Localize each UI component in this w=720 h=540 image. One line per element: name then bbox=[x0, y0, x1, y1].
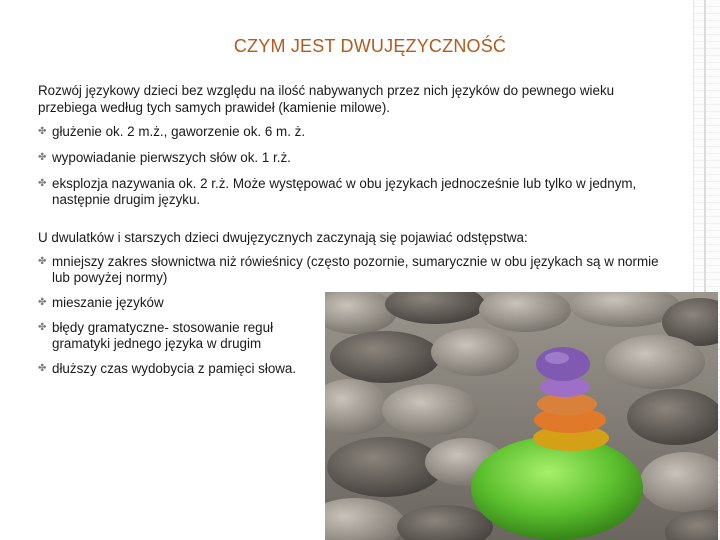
list-item bbox=[38, 254, 663, 286]
slide-title: CZYM JEST DWUJĘZYCZNOŚĆ bbox=[233, 36, 507, 56]
list-item bbox=[38, 320, 317, 352]
diamond-bullet-icon: ✤ bbox=[38, 178, 47, 189]
list-item bbox=[38, 124, 658, 140]
diamond-bullet-icon: ✤ bbox=[38, 322, 47, 333]
stacked-stones-photo bbox=[325, 292, 718, 540]
diamond-bullet-icon: ✤ bbox=[38, 297, 47, 308]
milestones-list bbox=[38, 124, 658, 218]
diamond-bullet-icon: ✤ bbox=[38, 152, 47, 163]
list-item-text: dłuższy czas wydobycia z pamięci słowa. bbox=[52, 361, 297, 376]
list-item-text: eksplozja nazywania ok. 2 r.ż. Może występować w obu językach jednocześnie lub tylko w jednym, następnie drugim języku. bbox=[52, 176, 637, 207]
diamond-bullet-icon: ✤ bbox=[38, 256, 47, 267]
list-item bbox=[38, 295, 317, 311]
diamond-bullet-icon: ✤ bbox=[38, 363, 47, 374]
list-item-text: wypowiadanie pierwszych słów ok. 1 r.ż. bbox=[52, 150, 291, 165]
intro-paragraph: Rozwój językowy dzieci bez względu na ilość nabywanych przez nich języków do pewnego wieku przebiega według tych samych prawideł (kamienie milowe). bbox=[38, 83, 615, 115]
list-item-text: błędy gramatyczne- stosowanie reguł gramatyki jednego języka w drugim bbox=[52, 320, 274, 351]
list-item-text: mniejszy zakres słownictwa niż rówieśnicy (często pozornie, sumarycznie w obu językach są w normie lub powyżej normy) bbox=[52, 254, 659, 285]
list-item-text: głużenie ok. 2 m.ż., gaworzenie ok. 6 m. ż. bbox=[52, 124, 306, 139]
deviations-intro: U dwulatków i starszych dzieci dwujęzycznych zaczynają się pojawiać odstępstwa: bbox=[38, 230, 528, 245]
list-item bbox=[38, 361, 317, 377]
diamond-bullet-icon: ✤ bbox=[38, 126, 47, 137]
list-item-text: mieszanie języków bbox=[52, 295, 164, 310]
list-item bbox=[38, 176, 658, 208]
list-item bbox=[38, 150, 658, 166]
